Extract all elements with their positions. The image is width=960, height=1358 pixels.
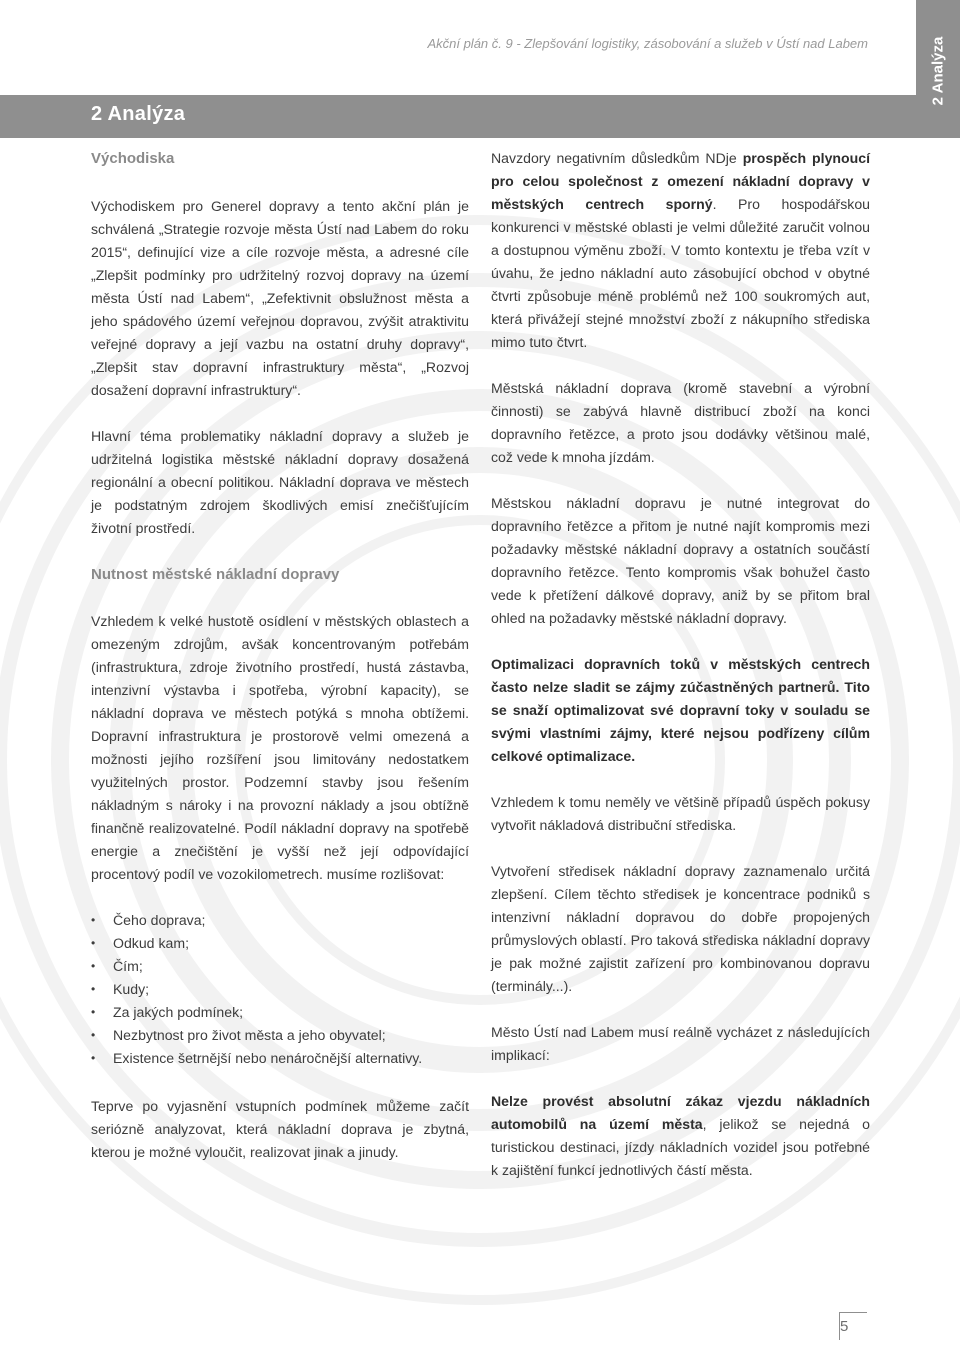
emphasis-zakaz: Nelze provést absolutní zákaz vjezdu nákladních automobilů na území města xyxy=(491,1093,870,1132)
paragraph-hlavni-tema: Hlavní téma problematiky nákladní dopravy a služeb je udržitelná logistika městské nákladní dopravy dosažená regionální a obecní politikou. Nákladní doprava ve městech je podstatným zdrojem škodlivých emisí znečišťujícím životní prostředí. xyxy=(91,428,469,536)
section-title: 2 Analýza xyxy=(91,103,186,125)
emphasis-prospech: prospěch plynoucí pro celou společnost z omezení nákladní dopravy v městských centrech sporný xyxy=(491,150,870,212)
heading-nutnost: Nutnost městské nákladní dopravy xyxy=(91,566,340,583)
bullet-icon: • xyxy=(91,982,96,996)
paragraph-teprve: Teprve po vyjasnění vstupních podmínek můžeme začít seriózně analyzovat, která nákladní doprava je zbytná, kterou je možné vyloučit, realizovat jinak a jinudy. xyxy=(91,1098,469,1160)
paragraph-vzhledem-k-tomu: Vzhledem k tomu neměly ve většině případů úspěch pokusy vytvořit nákladová distribuční střediska. xyxy=(491,794,870,833)
paragraph-mesto-usti: Město Ústí nad Labem musí reálně vycházet z následujících implikací: xyxy=(491,1024,870,1063)
list-item: • Čeho doprava; xyxy=(91,909,469,932)
list-item: • Čím; xyxy=(91,955,469,978)
paragraph-mestska-nakladni: Městská nákladní doprava (kromě stavební a výrobní činnosti) se zabývá hlavně distribucí zboží na konci dopravního řetězce, a proto jsou dodávky většinou malé, což vede k mnoha jízdám. xyxy=(491,380,870,465)
heading-vychodiska: Východiska xyxy=(91,150,175,167)
section-title-bar xyxy=(0,95,916,138)
bullet-icon: • xyxy=(91,936,96,950)
list-item: • Kudy; xyxy=(91,978,469,1001)
bullet-icon: • xyxy=(91,959,96,973)
paragraph-vzhledem: Vzhledem k velké hustotě osídlení v městských oblastech a omezeným zdrojům, avšak koncentrovaným potřebám (infrastruktura, zdroje životního prostředí, hustá zástavba, intenzivní výstavba i spotřeba, výrobní kapacity), se nákladní doprava ve městech potýká s mnoha obtížemi. Dopravní infrastruktura je prostorově velmi omezená a možnosti jejího rozšíření jsou limitovány nedostatkem využitelných prostor. Podzemní stavby jsou řešením nákladným s nároky i na provozní náklady a jsou obtížně finančně realizovatelné. Podíl nákladní dopravy na spotřebě energie a znečištění je vyšší než její odpovídající procentový podíl ve vozokilometrech. musíme rozlišovat: xyxy=(91,613,469,882)
running-header: Akční plán č. 9 - Zlepšování logistiky, zásobování a služeb v Ústí nad Labem xyxy=(427,36,868,51)
list-item: • Existence šetrnější nebo nenáročnější alternativy. xyxy=(91,1047,469,1070)
list-item: • Odkud kam; xyxy=(91,932,469,955)
left-column xyxy=(91,147,469,1164)
paragraph-vychodiska: Východiskem pro Generel dopravy a tento akční plán je schválená „Strategie rozvoje města Ústí nad Labem do roku 2015“, definující vize a cíle rozvoje města, a adresné cíle „Zlepšit podmínky pro udržitelný rozvoj dopravy na území města Ústí nad Labem“, „Zefektivnit obslužnost města a jeho spádového území veřejnou dopravou, zvýšit atraktivitu veřejné dopravy a její vazbu na ostatní druhy dopravy“, „Zlepšit stav dopravní infrastruktury města“, „Rozvoj dosažení dopravní infrastruktury“. xyxy=(91,198,469,398)
page-number-rule xyxy=(839,1312,867,1313)
right-column xyxy=(491,147,870,1182)
paragraph-navzdory: Navzdory negativním důsledkům NDje prospěch plynoucí pro celou společnost z omezení nákladní dopravy v městských centrech sporný. Pro hospodářskou konkurenci v městské oblasti je velmi důležité zaručit volnou a dostupnou výměnu zboží. V tomto kontextu je třeba vzít v úvahu, že jedno nákladní auto zásobující obchod v obytné čtvrti způsobuje méně problémů než 100 soukromých aut, která přivážejí stejné množství zboží z nákupního střediska mimo tuto čtvrt. xyxy=(491,150,870,350)
paragraph-integrace: Městskou nákladní dopravu je nutné integrovat do dopravního řetězce a přitom je nutné najít kompromis mezi požadavky městské nákladní dopravy a ostatních součástí dopravního řetězce. Tento kompromis však bohužel často vede k přetížení dálkové dopravy, aniž by se přitom bral ohled na požadavky městské nákladní dopravy. xyxy=(491,495,870,626)
paragraph-nelze-provest: Nelze provést absolutní zákaz vjezdu nákladních automobilů na území města, jelikož se nejedná o turistickou destinaci, jízdy nákladních vozidel jsou potřebné k zajištění funkcí jednotlivých částí města. xyxy=(491,1093,870,1178)
paragraph-vytvoreni-stredisek: Vytvoření středisek nákladní dopravy zaznamenalo určitá zlepšení. Cílem těchto středisek je koncentrace podniků s intenzivní nákladní dopravou do dobře propojených průmyslových oblastí. Pro taková střediska nákladní dopravy je pak možné zajistit zařízení pro kombinovanou dopravu (terminály...). xyxy=(491,863,870,994)
bullet-icon: • xyxy=(91,1028,96,1042)
bullet-icon: • xyxy=(91,1005,96,1019)
list-item: • Nezbytnost pro život města a jeho obyvatel; xyxy=(91,1024,469,1047)
chapter-side-tab xyxy=(916,0,960,138)
criteria-list xyxy=(91,909,469,1070)
bullet-icon: • xyxy=(91,913,96,927)
chapter-side-tab-label: 2 Analýza xyxy=(929,36,947,106)
paragraph-optimalizace: Optimalizaci dopravních toků v městských centrech často nelze sladit se zájmy zúčastněných partnerů. Tito se snaží optimalizovat své dopravní toky v souladu se svými vlastními zájmy, které nejsou podřízeny cílům celkové optimalizace. xyxy=(491,656,870,764)
page-number: 5 xyxy=(840,1318,849,1335)
bullet-icon: • xyxy=(91,1051,96,1065)
list-item: • Za jakých podmínek; xyxy=(91,1001,469,1024)
